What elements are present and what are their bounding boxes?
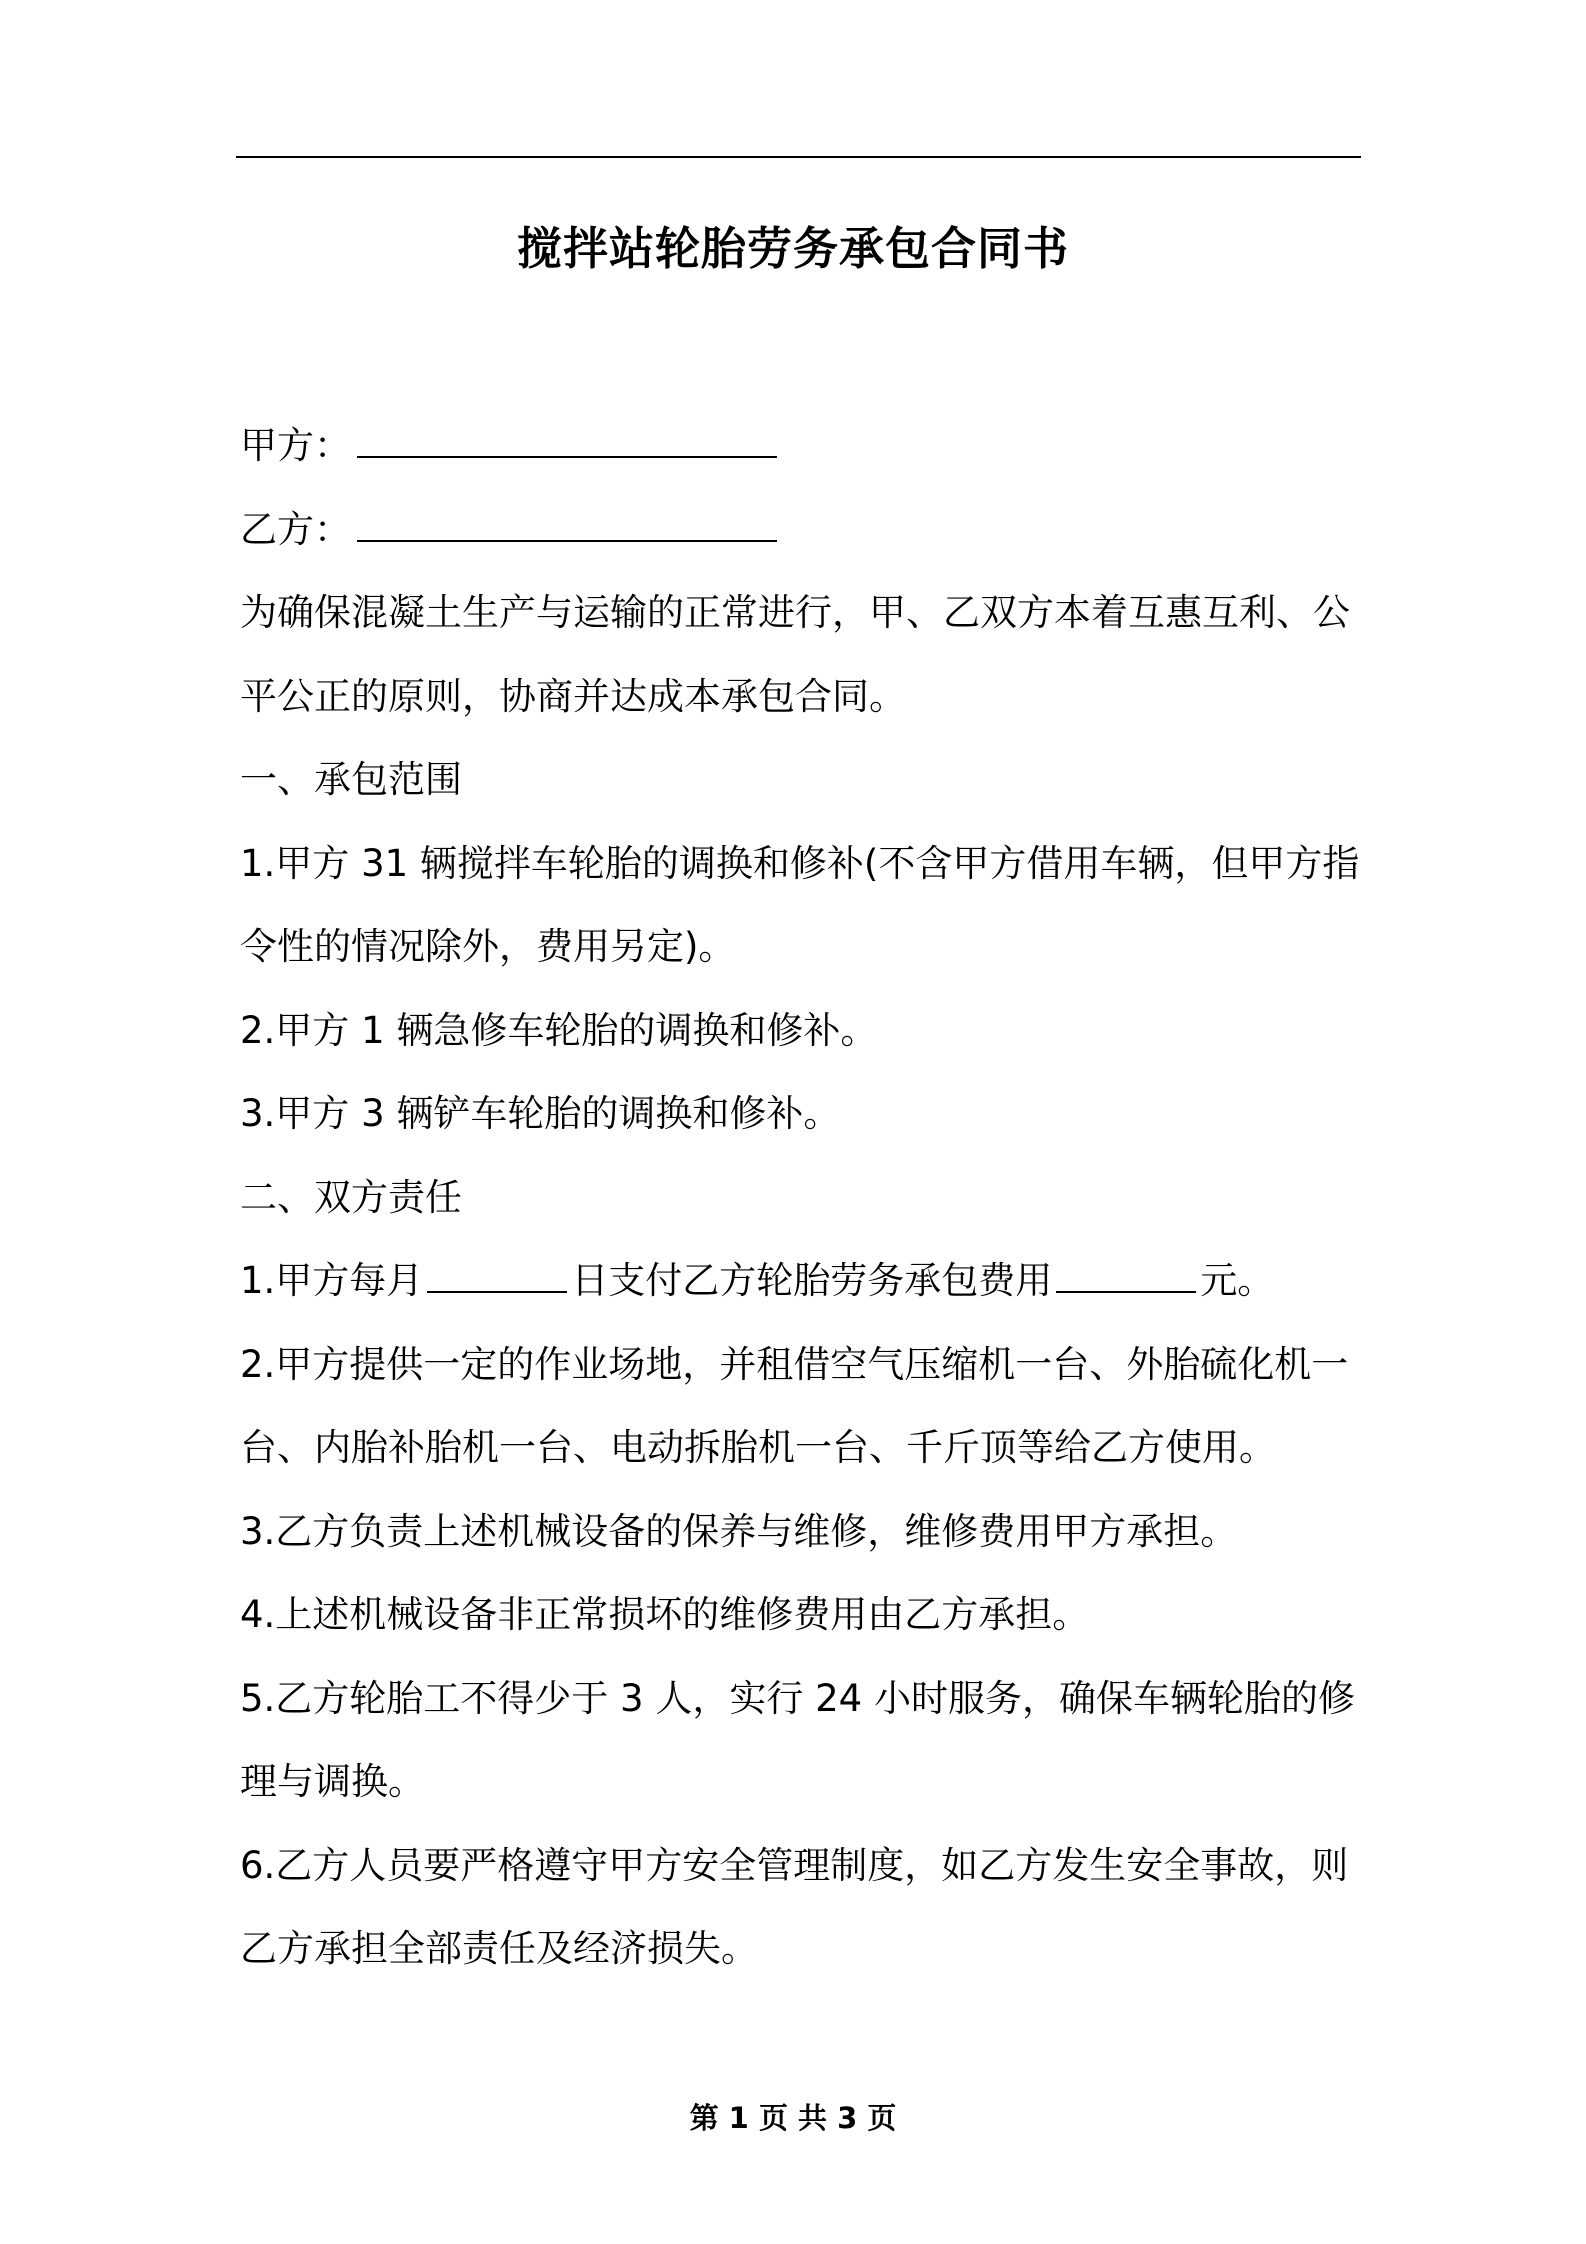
party-a-blank bbox=[357, 416, 777, 458]
header-rule bbox=[236, 156, 1361, 158]
section-2-item-3: 3.乙方负责上述机械设备的保养与维修，维修费用甲方承担。 bbox=[240, 1509, 1238, 1553]
section-2-heading: 二、双方责任 bbox=[240, 1175, 462, 1219]
section-2-item-2a: 2.甲方提供一定的作业场地，并租借空气压缩机一台、外胎硫化机一 bbox=[240, 1342, 1349, 1386]
section-1-item-3: 3.甲方 3 辆铲车轮胎的调换和修补。 bbox=[240, 1092, 841, 1135]
payment-day-blank bbox=[427, 1251, 567, 1293]
section-1-item-1a: 1.甲方 31 辆搅拌车轮胎的调换和修补(不含甲方借用车辆，但甲方指 bbox=[240, 841, 1360, 885]
party-a-line bbox=[240, 404, 1360, 488]
section-2-item-4: 4.上述机械设备非正常损坏的维修费用由乙方承担。 bbox=[240, 1593, 1090, 1636]
intro-line-2: 平公正的原则，协商并达成本承包合同。 bbox=[240, 674, 906, 718]
party-b-blank bbox=[357, 500, 777, 542]
payment-amount-blank bbox=[1056, 1251, 1196, 1293]
section-2-item-5a: 5.乙方轮胎工不得少于 3 人，实行 24 小时服务，确保车辆轮胎的修 bbox=[240, 1676, 1355, 1720]
page-indicator: 第 1 页 共 3 页 bbox=[689, 2101, 897, 2135]
document-title: 搅拌站轮胎劳务承包合同书 bbox=[516, 222, 1069, 275]
intro-line-1: 为确保混凝土生产与运输的正常进行，甲、乙双方本着互惠互利、公 bbox=[240, 591, 1350, 634]
payment-text-1: 1.甲方每月 bbox=[240, 1259, 424, 1302]
section-2-item-1 bbox=[240, 1239, 1360, 1323]
document-body bbox=[240, 404, 1360, 1991]
section-1-item-2: 2.甲方 1 辆急修车轮胎的调换和修补。 bbox=[240, 1008, 878, 1052]
payment-text-3: 元。 bbox=[1200, 1259, 1275, 1302]
party-b-label: 乙方： bbox=[240, 507, 351, 551]
section-1-item-1b: 令性的情况除外，费用另定)。 bbox=[240, 925, 736, 968]
section-1-heading: 一、承包范围 bbox=[240, 758, 462, 801]
section-2-item-6b: 乙方承担全部责任及经济损失。 bbox=[240, 1927, 758, 1970]
payment-text-2: 日支付乙方轮胎劳务承包费用 bbox=[571, 1259, 1053, 1302]
section-2-item-6a: 6.乙方人员要严格遵守甲方安全管理制度，如乙方发生安全事故，则 bbox=[240, 1843, 1349, 1887]
section-2-item-5b: 理与调换。 bbox=[240, 1760, 425, 1803]
section-2-item-2b: 台、内胎补胎机一台、电动拆胎机一台、千斤顶等给乙方使用。 bbox=[240, 1426, 1276, 1469]
party-b-line bbox=[240, 488, 1360, 572]
party-a-label: 甲方： bbox=[240, 424, 351, 467]
